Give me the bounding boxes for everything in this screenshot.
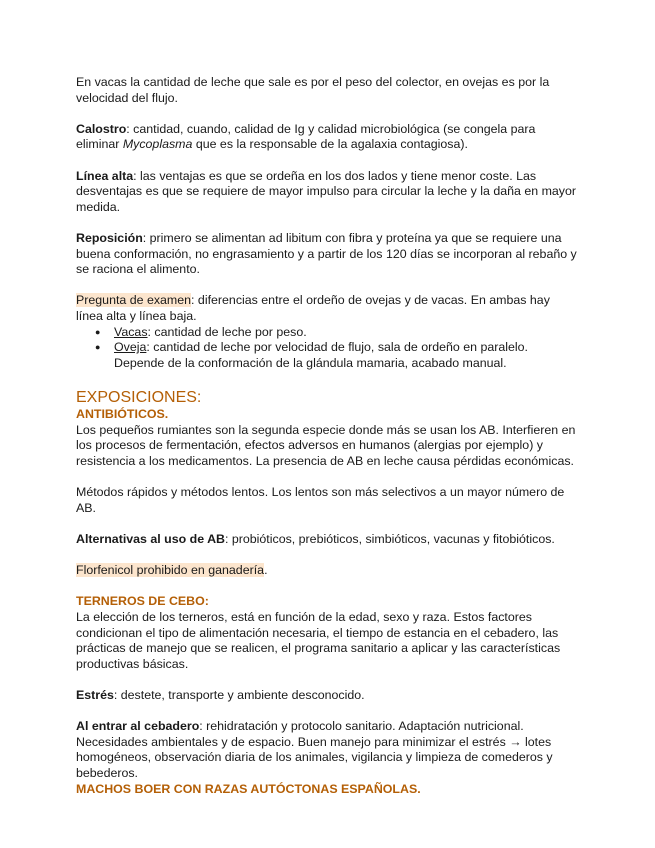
bullet-dot-icon: ● xyxy=(95,326,101,337)
alternativas-label: Alternativas al uso de AB xyxy=(76,532,225,547)
paragraph-florfenicol xyxy=(76,563,578,579)
bullet-dot-icon: ● xyxy=(95,342,101,353)
estres-label: Estrés xyxy=(76,687,114,702)
alternativas-text: : probióticos, prebióticos, simbióticos, vacunas y fitobióticos. xyxy=(224,532,555,547)
document-page xyxy=(76,75,578,797)
florfenicol-end: . xyxy=(264,563,268,578)
paragraph-alternativas xyxy=(76,532,578,548)
bullet-vacas-text: : cantidad de leche por peso. xyxy=(147,324,307,339)
bullet-vacas-label: Vacas xyxy=(114,324,148,339)
pregunta-bullet-list xyxy=(76,325,578,372)
paragraph-entrar-cebadero xyxy=(76,719,578,781)
bullet-oveja-text: : cantidad de leche por velocidad de flujo, sala de ordeño en paralelo. Depende de la conformación de la glándula mamaria, acabado manual. xyxy=(114,340,528,370)
pregunta-text: : diferencias entre el ordeño de ovejas y de vacas. En ambas hay línea alta y línea baja. xyxy=(76,293,550,323)
paragraph-antibioticos: Los pequeños rumiantes son la segunda especie donde más se usan los AB. Interfieren en los procesos de fermentación, efectos adversos en humanos (alergias por ejemplo) y resistencia a los medicamentos. La presencia de AB en leche causa pérdidas económicas. xyxy=(76,422,576,469)
calostro-text-2: que es la responsable de la agalaxia contagiosa). xyxy=(192,137,468,152)
florfenicol-highlight: Florfenicol prohibido en ganadería xyxy=(76,563,265,578)
calostro-text-1: : cantidad, cuando, calidad de Ig y calidad microbiológica (se congela para eliminar xyxy=(76,121,536,152)
bullet-item-vacas xyxy=(95,325,578,341)
calostro-label: Calostro xyxy=(76,121,127,136)
reposicion-text: : primero se alimentan ad libitum con fibra y proteína ya que se requiere una buena conformación, no engrasamiento y a partir de los 120 días se incorporan al rebaño y se raciona el alimento. xyxy=(76,230,577,277)
calostro-italic: Mycoplasma xyxy=(122,137,193,152)
paragraph-reposicion xyxy=(76,231,578,278)
paragraph-pregunta-examen xyxy=(76,293,578,324)
estres-text: : destete, transporte y ambiente desconocido. xyxy=(113,687,365,702)
linea-alta-label: Línea alta xyxy=(76,168,134,183)
reposicion-label: Reposición xyxy=(76,230,143,245)
entrar-text: : rehidratación y protocolo sanitario. Adaptación nutricional. Necesidades ambientales y de espacio. Buen manejo para minimizar el estrés → lotes homogéneos, observación diaria de los animales, vigilancia y limpieza de comederos y bebederos. xyxy=(76,719,553,780)
heading-machos-boer: MACHOS BOER CON RAZAS AUTÓCTONAS ESPAÑOLAS. xyxy=(76,781,421,796)
paragraph-calostro xyxy=(76,122,578,153)
pregunta-label: Pregunta de examen xyxy=(76,293,192,308)
bullet-item-oveja xyxy=(95,340,578,371)
heading-exposiciones: EXPOSICIONES: xyxy=(76,389,202,407)
heading-terneros: TERNEROS DE CEBO: xyxy=(76,594,209,609)
entrar-label: Al entrar al cebadero xyxy=(76,719,200,734)
linea-alta-text: : las ventajas es que se ordeña en los dos lados y tiene menor coste. Las desventajas es que se requiere de mayor impulso para circular la leche y la daña en mayor medida. xyxy=(76,168,577,214)
paragraph-metodos: Métodos rápidos y métodos lentos. Los lentos son más selectivos a un mayor número de AB. xyxy=(76,485,565,515)
paragraph-terneros: La elección de los terneros, está en función de la edad, sexo y raza. Estos factores condicionan el tipo de alimentación necesaria, el tiempo de estancia en el cebadero, las prácticas de manejo que se realicen, el programa sanitario a aplicar y las características productivas básicas. xyxy=(76,610,561,671)
bullet-oveja-label: Oveja xyxy=(114,340,147,355)
heading-antibioticos: ANTIBIÓTICOS. xyxy=(76,407,169,422)
paragraph-linea-alta xyxy=(76,169,578,216)
paragraph-estres xyxy=(76,688,578,704)
paragraph-ordeno-vacas-ovejas: En vacas la cantidad de leche que sale es por el peso del colector, en ovejas es por la velocidad del flujo. xyxy=(76,75,550,105)
